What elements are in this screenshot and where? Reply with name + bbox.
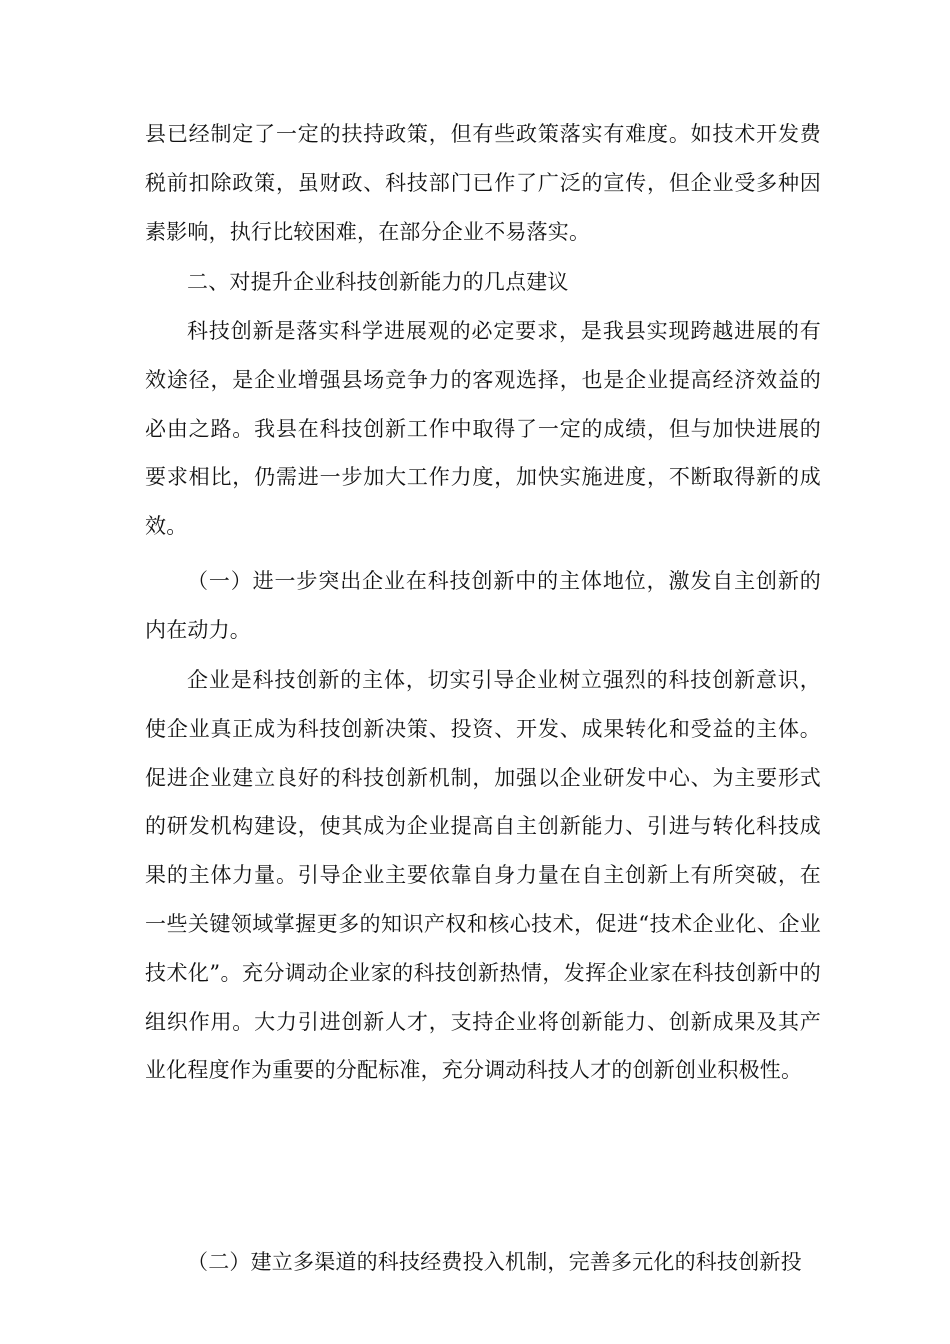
paragraph-enterprise-innovation: 企业是科技创新的主体，切实引导企业树立强烈的科技创新意识，使企业真正成为科技创新决策、投资、开发、成果转化和受益的主体。促进企业建立良好的科技创新机制，加强以企业研发中心、为主要形式的研发机构建设，使其成为企业提高自主创新能力、引进与转化科技成果的主体力量。引导企业主要依靠自身力量在自主创新上有所突破，在一些关键领域掌握更多的知识产权和核心技术，促进“技术企业化、企业技术化”。充分调动企业家的科技创新热情，发挥企业家在科技创新中的组织作用。大力引进创新人才，支持企业将创新能力、创新成果及其产业化程度作为重要的分配标准，充分调动科技人才的创新创业积极性。 xyxy=(145,668,821,1083)
paragraph-policy-difficulty: 县已经制定了一定的扶持政策，但有些政策落实有难度。如技术开发费税前扣除政策，虽财政、科技部门已作了广泛的宣传，但企业受多种因素影响，执行比较困难，在部分企业不易落实。 xyxy=(145,122,821,244)
paragraph-innovation-overview: 科技创新是落实科学进展观的必定要求，是我县实现跨越进展的有效途径，是企业增强县场竞争力的客观选择，也是企业提高经济效益的必由之路。我县在科技创新工作中取得了一定的成绩，但与加快进展的要求相比，仍需进一步加大工作力度，加快实施进度，不断取得新的成效。 xyxy=(145,319,821,539)
subheading-funding-mechanism: （二）建立多渠道的科技经费投入机制，完善多元化的科技创新投 xyxy=(187,1250,802,1274)
section-heading-suggestions: 二、对提升企业科技创新能力的几点建议 xyxy=(187,270,569,294)
subheading-enterprise-role: （一）进一步突出企业在科技创新中的主体地位，激发自主创新的内在动力。 xyxy=(145,569,821,642)
